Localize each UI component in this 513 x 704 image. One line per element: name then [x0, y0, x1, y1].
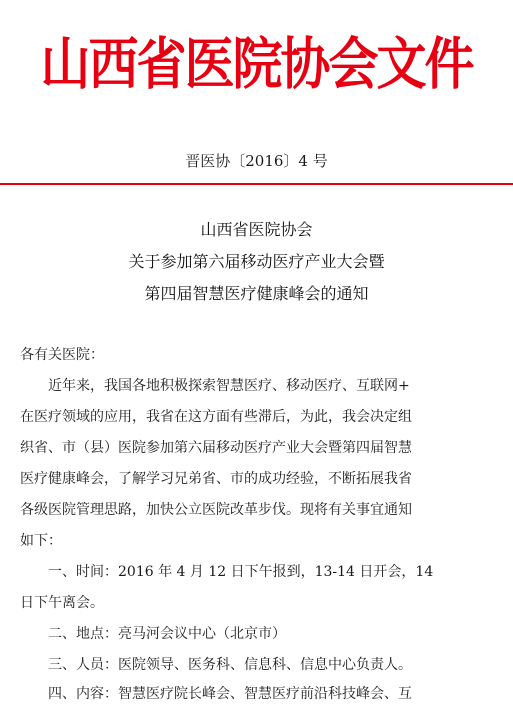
body-paragraph-line: 织省、市（县）医院参加第六届移动医疗产业大会暨第四届智慧 [20, 440, 412, 456]
item-time-line: 一、时间：2016 年 4 月 12 日下午报到，13-14 日开会，14 [48, 564, 434, 580]
body-paragraph-line: 近年来，我国各地积极探索智慧医疗、移动医疗、互联网+ [48, 378, 410, 394]
item-location: 二、地点：亮马河会议中心（北京市） [48, 626, 286, 642]
document-header-title: 山西省医院协会文件 [40, 30, 473, 98]
body-paragraph-line: 各级医院管理思路，加快公立医院改革步伐。现将有关事宜通知 [20, 502, 412, 518]
notice-title-line-2: 关于参加第六届移动医疗产业大会暨 [128, 252, 385, 271]
item-time-continuation: 日下午离会。 [20, 595, 104, 611]
notice-title-line-1: 山西省医院协会 [200, 220, 313, 239]
body-paragraph-line: 在医疗领域的应用，我省在这方面有些滞后，为此，我会决定组 [20, 409, 412, 425]
body-paragraph-line: 医疗健康峰会，了解学习兄弟省、市的成功经验，不断拓展我省 [20, 471, 412, 487]
item-content: 四、内容：智慧医疗院长峰会、智慧医疗前沿科技峰会、互 [48, 686, 412, 702]
document-number: 晋医协〔2016〕4 号 [185, 152, 328, 170]
salutation: 各有关医院： [20, 347, 104, 363]
notice-title-line-3: 第四届智慧医疗健康峰会的通知 [144, 284, 369, 303]
body-paragraph-line: 如下： [20, 533, 62, 549]
item-attendees: 三、人员：医院领导、医务科、信息科、信息中心负责人。 [48, 657, 412, 673]
red-divider-line [0, 183, 513, 185]
